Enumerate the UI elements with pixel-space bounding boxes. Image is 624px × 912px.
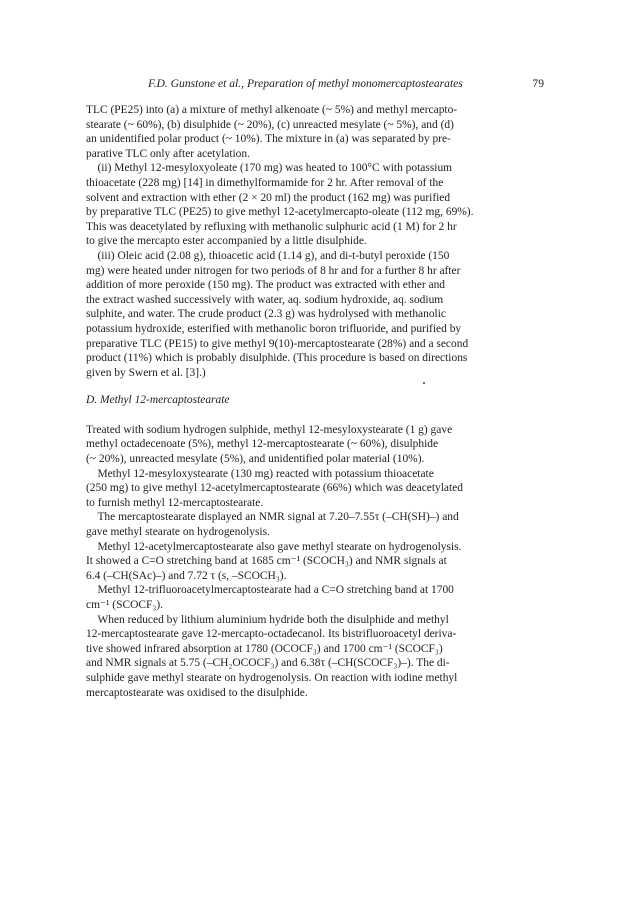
text-line: methyl octadecenoate (5%), methyl 12-mercaptostearate (~ 60%), disulphide — [86, 438, 439, 451]
text-line: preparative TLC (PE15) to give methyl 9(10)-mercaptostearate (28%) and a second — [86, 337, 469, 350]
text-line: the extract washed successively with water, aq. sodium hydroxide, aq. sodium — [86, 293, 444, 306]
text-line: Methyl 12-trifluoroacetylmercaptostearate had a C=O stretching band at 1700 — [86, 584, 454, 597]
text-line: cm⁻¹ (SCOCF₃). — [86, 599, 164, 611]
text-line: given by Swern et al. [3].) — [86, 366, 206, 379]
text-line: stearate (~ 60%), (b) disulphide (~ 20%), (c) unreacted mesylate (~ 5%), and (d) — [86, 118, 454, 131]
text-line: potassium hydroxide, esterified with methanolic boron trifluoride, and purified by — [86, 322, 462, 335]
text-line: Treated with sodium hydrogen sulphide, methyl 12-mesyloxystearate (1 g) gave — [86, 423, 453, 436]
scan-speck — [423, 382, 425, 384]
section-heading: D. Methyl 12-mercaptostearate — [86, 394, 230, 407]
text-line: mg) were heated under nitrogen for two periods of 8 hr and for a further 8 hr after — [86, 264, 461, 277]
text-line: tive showed infrared absorption at 1780 (OCOCF₃) and 1700 cm⁻¹ (SCOCF₃) — [86, 642, 443, 655]
text-line: This was deacetylated by refluxing with methanolic sulphuric acid (1 M) for 2 hr — [86, 220, 457, 233]
text-line: When reduced by lithium aluminium hydride both the disulphide and methyl — [86, 613, 449, 626]
text-line: parative TLC only after acetylation. — [86, 147, 250, 160]
text-line: solvent and extraction with ether (2 × 20 ml) the product (162 mg) was purified — [86, 191, 451, 204]
text-line: It showed a C=O stretching band at 1685 cm⁻¹ (SCOCH₃) and NMR signals at — [86, 555, 447, 568]
text-line: (ii) Methyl 12-mesyloxyoleate (170 mg) was heated to 100°C with potassium — [86, 162, 453, 175]
text-line: sulphite, and water. The crude product (2.3 g) was hydrolysed with methanolic — [86, 308, 446, 321]
text-line: to furnish methyl 12-mercaptostearate. — [86, 496, 264, 509]
text-line: addition of more peroxide (150 mg). The product was extracted with ether and — [86, 279, 446, 292]
page-number: 79 — [532, 77, 544, 90]
text-line: (~ 20%), unreacted mesylate (5%), and unidentified polar material (10%). — [86, 453, 425, 466]
text-line: sulphide gave methyl stearate on hydrogenolysis. On reaction with iodine methyl — [86, 671, 458, 684]
running-title: F.D. Gunstone et al., Preparation of methyl monomercaptostearates — [148, 77, 463, 90]
text-line: thioacetate (228 mg) [14] in dimethylformamide for 2 hr. After removal of the — [86, 176, 444, 189]
text-line: product (11%) which is probably disulphide. (This procedure is based on directions — [86, 352, 468, 365]
section-d-body — [86, 423, 552, 700]
text-line: gave methyl stearate on hydrogenolysis. — [86, 526, 270, 539]
text-line: Methyl 12-mesyloxystearate (130 mg) reacted with potassium thioacetate — [86, 467, 434, 480]
text-line: an unidentified polar product (~ 10%). The mixture in (a) was separated by pre- — [86, 133, 451, 146]
text-line: The mercaptostearate displayed an NMR signal at 7.20–7.55τ (–CH(SH)–) and — [86, 511, 459, 524]
text-line: and NMR signals at 5.75 (–CH₂OCOCF₃) and 6.38τ (–CH(SCOCF₃)–). The di- — [86, 657, 450, 670]
text-line: 6.4 (–CH(SAc)–) and 7.72 τ (s, –SCOCH₃). — [86, 569, 287, 582]
text-line: (250 mg) to give methyl 12-acetylmercaptostearate (66%) which was deacetylated — [86, 482, 463, 495]
text-line: mercaptostearate was oxidised to the disulphide. — [86, 686, 308, 699]
article-body — [86, 103, 552, 700]
text-line: 12-mercaptostearate gave 12-mercapto-octadecanol. Its bistrifluoroacetyl deriva- — [86, 628, 457, 641]
section-c-continued — [86, 103, 552, 380]
text-line: Methyl 12-acetylmercaptostearate also gave methyl stearate on hydrogenolysis. — [86, 540, 462, 553]
text-line: TLC (PE25) into (a) a mixture of methyl alkenoate (~ 5%) and methyl mercapto- — [86, 104, 458, 116]
text-line: by preparative TLC (PE25) to give methyl 12-acetylmercapto-oleate (112 mg, 69%). — [86, 206, 474, 219]
running-header — [90, 76, 544, 92]
text-line: to give the mercapto ester accompanied by a little disulphide. — [86, 235, 367, 248]
text-line: (iii) Oleic acid (2.08 g), thioacetic acid (1.14 g), and di-t-butyl peroxide (150 — [86, 249, 450, 262]
